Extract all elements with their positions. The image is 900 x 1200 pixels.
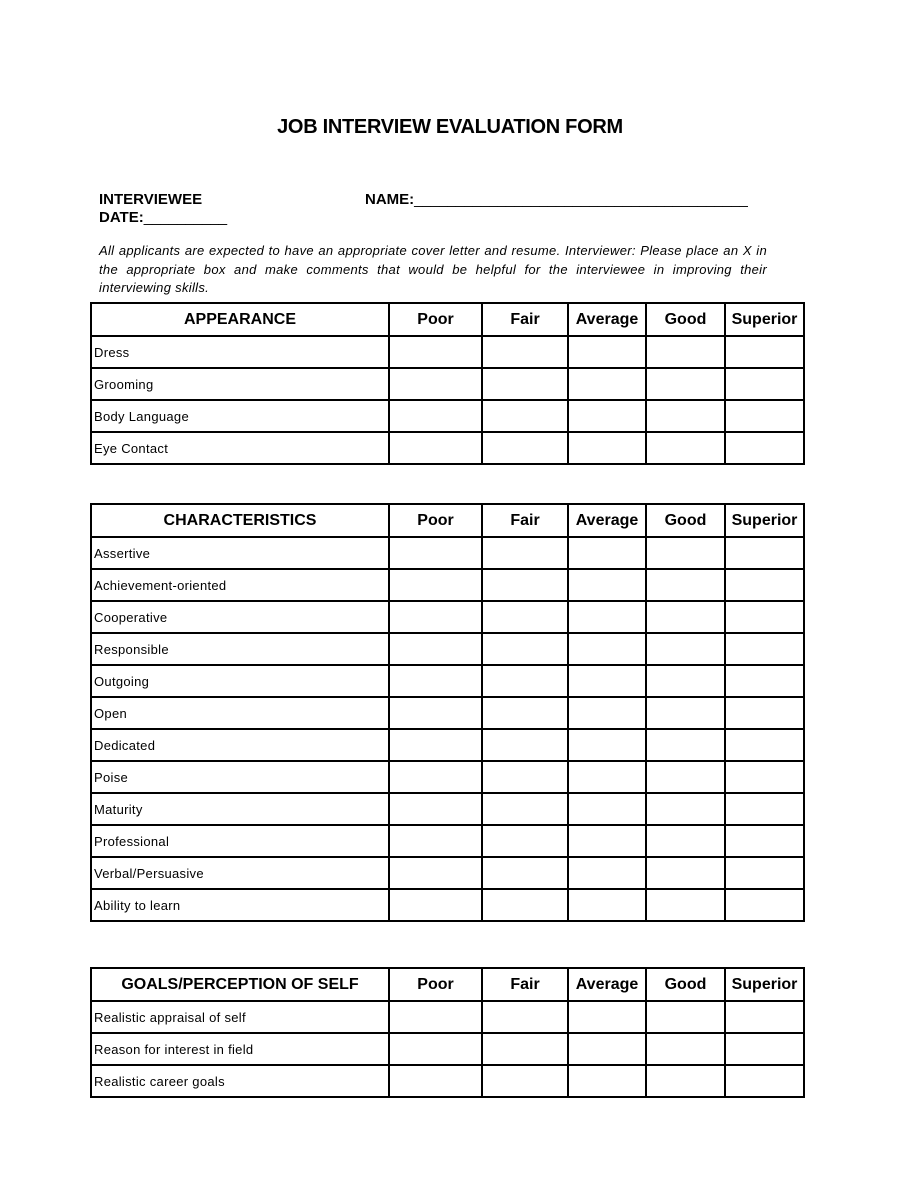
row-label: Assertive: [91, 537, 389, 569]
table-row: [91, 1001, 804, 1033]
appearance-table: [90, 302, 805, 465]
section-heading: CHARACTERISTICS: [91, 504, 389, 537]
rating-cell-good[interactable]: [646, 793, 725, 825]
goals-table: [90, 967, 805, 1098]
table-row: [91, 1033, 804, 1065]
row-label: Verbal/Persuasive: [91, 857, 389, 889]
rating-cell-superior[interactable]: [725, 825, 804, 857]
rating-cell-good[interactable]: [646, 1065, 725, 1097]
rating-cell-good[interactable]: [646, 665, 725, 697]
rating-cell-average[interactable]: [568, 697, 646, 729]
date-blank-line: __________: [143, 209, 228, 226]
rating-cell-fair[interactable]: [482, 761, 568, 793]
characteristics-table: [90, 503, 805, 922]
name-field[interactable]: [365, 191, 748, 208]
rating-cell-average[interactable]: [568, 400, 646, 432]
rating-cell-average[interactable]: [568, 432, 646, 464]
rating-cell-average[interactable]: [568, 1001, 646, 1033]
rating-cell-average[interactable]: [568, 368, 646, 400]
row-label: Eye Contact: [91, 432, 389, 464]
rating-cell-average[interactable]: [568, 569, 646, 601]
rating-cell-good[interactable]: [646, 336, 725, 368]
rating-cell-poor[interactable]: [389, 400, 482, 432]
rating-cell-superior[interactable]: [725, 889, 804, 921]
rating-cell-superior[interactable]: [725, 569, 804, 601]
row-label: Body Language: [91, 400, 389, 432]
rating-cell-good[interactable]: [646, 761, 725, 793]
table-row: [91, 569, 804, 601]
rating-cell-average[interactable]: [568, 1033, 646, 1065]
row-label: Realistic career goals: [91, 1065, 389, 1097]
rating-cell-poor[interactable]: [389, 889, 482, 921]
column-header-average: Average: [568, 303, 646, 336]
rating-cell-poor[interactable]: [389, 825, 482, 857]
table-row: [91, 857, 804, 889]
column-header-good: Good: [646, 968, 725, 1001]
rating-cell-poor[interactable]: [389, 665, 482, 697]
rating-cell-superior[interactable]: [725, 1065, 804, 1097]
rating-cell-superior[interactable]: [725, 432, 804, 464]
column-header-poor: Poor: [389, 968, 482, 1001]
table-header-row: [91, 303, 804, 336]
rating-cell-average[interactable]: [568, 825, 646, 857]
column-header-good: Good: [646, 303, 725, 336]
section-heading: APPEARANCE: [91, 303, 389, 336]
table-row: [91, 761, 804, 793]
rating-cell-fair[interactable]: [482, 400, 568, 432]
table-row: [91, 336, 804, 368]
table-row: [91, 537, 804, 569]
rating-cell-superior[interactable]: [725, 857, 804, 889]
rating-cell-average[interactable]: [568, 1065, 646, 1097]
rating-cell-superior[interactable]: [725, 400, 804, 432]
row-label: Dedicated: [91, 729, 389, 761]
rating-cell-poor[interactable]: [389, 761, 482, 793]
rating-cell-superior[interactable]: [725, 336, 804, 368]
rating-cell-average[interactable]: [568, 857, 646, 889]
rating-cell-average[interactable]: [568, 889, 646, 921]
rating-cell-poor[interactable]: [389, 432, 482, 464]
rating-cell-good[interactable]: [646, 857, 725, 889]
column-header-poor: Poor: [389, 504, 482, 537]
column-header-fair: Fair: [482, 968, 568, 1001]
rating-cell-good[interactable]: [646, 697, 725, 729]
rating-cell-fair[interactable]: [482, 857, 568, 889]
row-label: Responsible: [91, 633, 389, 665]
rating-cell-superior[interactable]: [725, 761, 804, 793]
rating-cell-superior[interactable]: [725, 368, 804, 400]
table-row: [91, 665, 804, 697]
row-label: Outgoing: [91, 665, 389, 697]
table-header-row: [91, 504, 804, 537]
column-header-good: Good: [646, 504, 725, 537]
column-header-superior: Superior: [725, 303, 804, 336]
table-row: [91, 889, 804, 921]
rating-cell-poor[interactable]: [389, 1033, 482, 1065]
rating-cell-average[interactable]: [568, 336, 646, 368]
rating-cell-good[interactable]: [646, 368, 725, 400]
rating-cell-fair[interactable]: [482, 1001, 568, 1033]
rating-cell-fair[interactable]: [482, 569, 568, 601]
rating-cell-average[interactable]: [568, 601, 646, 633]
date-label: DATE:: [99, 209, 144, 226]
rating-cell-good[interactable]: [646, 1001, 725, 1033]
rating-cell-poor[interactable]: [389, 336, 482, 368]
rating-cell-superior[interactable]: [725, 1001, 804, 1033]
row-label: Grooming: [91, 368, 389, 400]
rating-cell-fair[interactable]: [482, 633, 568, 665]
name-label: NAME:: [365, 191, 415, 208]
rating-cell-superior[interactable]: [725, 729, 804, 761]
rating-cell-poor[interactable]: [389, 1001, 482, 1033]
column-header-fair: Fair: [482, 504, 568, 537]
table-row: [91, 825, 804, 857]
column-header-superior: Superior: [725, 968, 804, 1001]
table-row: [91, 729, 804, 761]
table-row: [91, 1065, 804, 1097]
rating-cell-good[interactable]: [646, 537, 725, 569]
rating-cell-fair[interactable]: [482, 665, 568, 697]
table-row: [91, 793, 804, 825]
rating-cell-average[interactable]: [568, 633, 646, 665]
table-row: [91, 697, 804, 729]
table-row: [91, 368, 804, 400]
column-header-fair: Fair: [482, 303, 568, 336]
table-row: [91, 400, 804, 432]
rating-cell-good[interactable]: [646, 569, 725, 601]
row-label: Maturity: [91, 793, 389, 825]
rating-cell-fair[interactable]: [482, 1065, 568, 1097]
rating-cell-poor[interactable]: [389, 633, 482, 665]
column-header-average: Average: [568, 504, 646, 537]
rating-cell-poor[interactable]: [389, 697, 482, 729]
rating-cell-fair[interactable]: [482, 601, 568, 633]
row-label: Achievement-oriented: [91, 569, 389, 601]
rating-cell-superior[interactable]: [725, 633, 804, 665]
rating-cell-fair[interactable]: [482, 368, 568, 400]
rating-cell-fair[interactable]: [482, 697, 568, 729]
rating-cell-good[interactable]: [646, 889, 725, 921]
rating-cell-superior[interactable]: [725, 601, 804, 633]
rating-cell-average[interactable]: [568, 761, 646, 793]
rating-cell-fair[interactable]: [482, 889, 568, 921]
rating-cell-superior[interactable]: [725, 1033, 804, 1065]
rating-cell-average[interactable]: [568, 729, 646, 761]
row-label: Realistic appraisal of self: [91, 1001, 389, 1033]
rating-cell-poor[interactable]: [389, 601, 482, 633]
row-label: Reason for interest in field: [91, 1033, 389, 1065]
table-row: [91, 633, 804, 665]
row-label: Poise: [91, 761, 389, 793]
interviewee-label: INTERVIEWEE: [99, 191, 203, 208]
rating-cell-average[interactable]: [568, 793, 646, 825]
rating-cell-fair[interactable]: [482, 729, 568, 761]
rating-cell-good[interactable]: [646, 601, 725, 633]
rating-cell-average[interactable]: [568, 537, 646, 569]
rating-cell-average[interactable]: [568, 665, 646, 697]
rating-cell-good[interactable]: [646, 1033, 725, 1065]
rating-cell-fair[interactable]: [482, 537, 568, 569]
rating-cell-fair[interactable]: [482, 1033, 568, 1065]
rating-cell-good[interactable]: [646, 432, 725, 464]
rating-cell-poor[interactable]: [389, 729, 482, 761]
instructions-paragraph: All applicants are expected to have an appropriate cover letter and resume. Interviewer: Please place an X in the appropriate box and make comments that would be helpful for the interviewee in improving their interviewing skills.: [99, 243, 767, 295]
rating-cell-fair[interactable]: [482, 825, 568, 857]
rating-cell-superior[interactable]: [725, 537, 804, 569]
rating-cell-poor[interactable]: [389, 1065, 482, 1097]
column-header-poor: Poor: [389, 303, 482, 336]
row-label: Open: [91, 697, 389, 729]
rating-cell-fair[interactable]: [482, 432, 568, 464]
table-header-row: [91, 968, 804, 1001]
table-row: [91, 432, 804, 464]
date-field[interactable]: [99, 209, 227, 226]
rating-cell-poor[interactable]: [389, 537, 482, 569]
section-heading: GOALS/PERCEPTION OF SELF: [91, 968, 389, 1001]
row-label: Dress: [91, 336, 389, 368]
row-label: Ability to learn: [91, 889, 389, 921]
column-header-superior: Superior: [725, 504, 804, 537]
rating-cell-fair[interactable]: [482, 793, 568, 825]
rating-cell-fair[interactable]: [482, 336, 568, 368]
rating-cell-poor[interactable]: [389, 569, 482, 601]
rating-cell-superior[interactable]: [725, 697, 804, 729]
page-title: JOB INTERVIEW EVALUATION FORM: [277, 116, 623, 138]
name-blank-line: ________________________________________: [414, 191, 748, 208]
rating-cell-good[interactable]: [646, 825, 725, 857]
rating-cell-good[interactable]: [646, 400, 725, 432]
rating-cell-poor[interactable]: [389, 793, 482, 825]
row-label: Professional: [91, 825, 389, 857]
rating-cell-poor[interactable]: [389, 857, 482, 889]
rating-cell-superior[interactable]: [725, 665, 804, 697]
column-header-average: Average: [568, 968, 646, 1001]
row-label: Cooperative: [91, 601, 389, 633]
rating-cell-poor[interactable]: [389, 368, 482, 400]
table-row: [91, 601, 804, 633]
rating-cell-good[interactable]: [646, 633, 725, 665]
rating-cell-superior[interactable]: [725, 793, 804, 825]
rating-cell-good[interactable]: [646, 729, 725, 761]
